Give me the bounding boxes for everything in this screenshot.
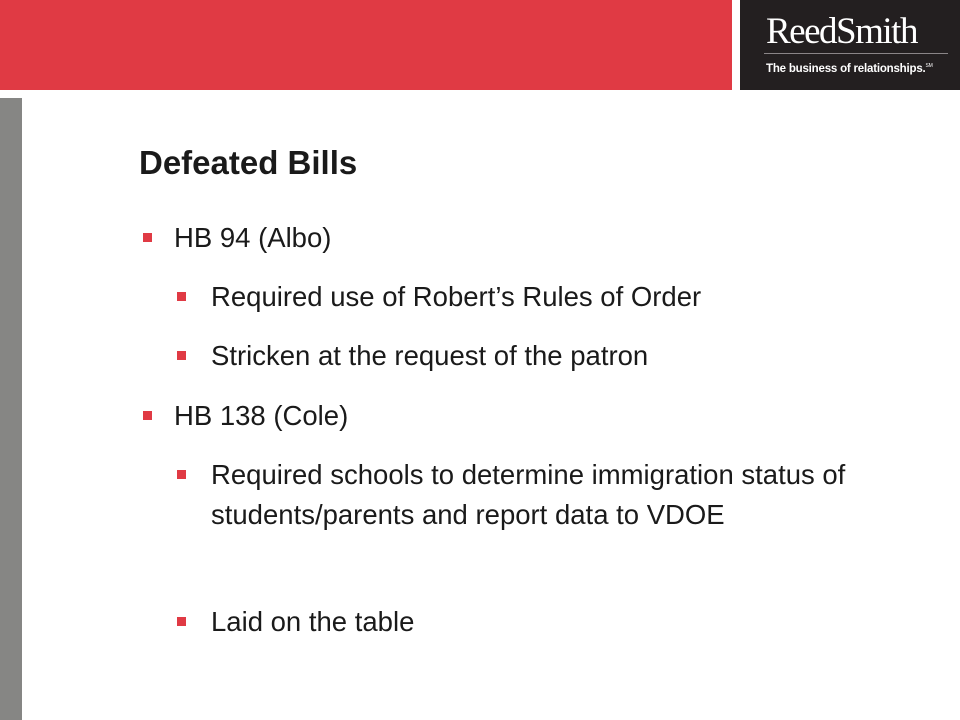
bullet-hb-138: [174, 396, 348, 436]
bullet-text: HB 138 (Cole): [174, 400, 349, 431]
logo-divider: [764, 53, 948, 54]
logo-tagline: [766, 63, 933, 75]
square-bullet-icon: [177, 351, 186, 360]
square-bullet-icon: [177, 292, 186, 301]
sub-bullet-immigration-status: [211, 455, 931, 535]
sub-bullet-laid-on-table: [211, 602, 414, 642]
logo-brand-name: ReedSmith: [766, 11, 917, 52]
sub-bullet-text: Laid on the table: [211, 606, 415, 637]
square-bullet-icon: [143, 411, 152, 420]
sub-bullet-text: Required schools to determine immigration status of students/parents and report data to VDOE: [211, 459, 846, 530]
square-bullet-icon: [177, 470, 186, 479]
left-side-bar: [0, 98, 22, 720]
square-bullet-icon: [143, 233, 152, 242]
bullet-text: HB 94 (Albo): [174, 222, 332, 253]
reed-smith-logo: [740, 0, 960, 90]
sub-bullet-text: Required use of Robert’s Rules of Order: [211, 281, 702, 312]
service-mark: SM: [925, 63, 933, 70]
sub-bullet-stricken: [211, 336, 648, 376]
sub-bullet-text: Stricken at the request of the patron: [211, 340, 649, 371]
slide-title: Defeated Bills: [139, 144, 358, 181]
header-accent-bar: [0, 0, 732, 90]
bullet-hb-94: [174, 218, 331, 258]
sub-bullet-roberts-rules: [211, 277, 701, 317]
logo-tagline-text: The business of relationships.: [766, 63, 926, 75]
square-bullet-icon: [177, 617, 186, 626]
